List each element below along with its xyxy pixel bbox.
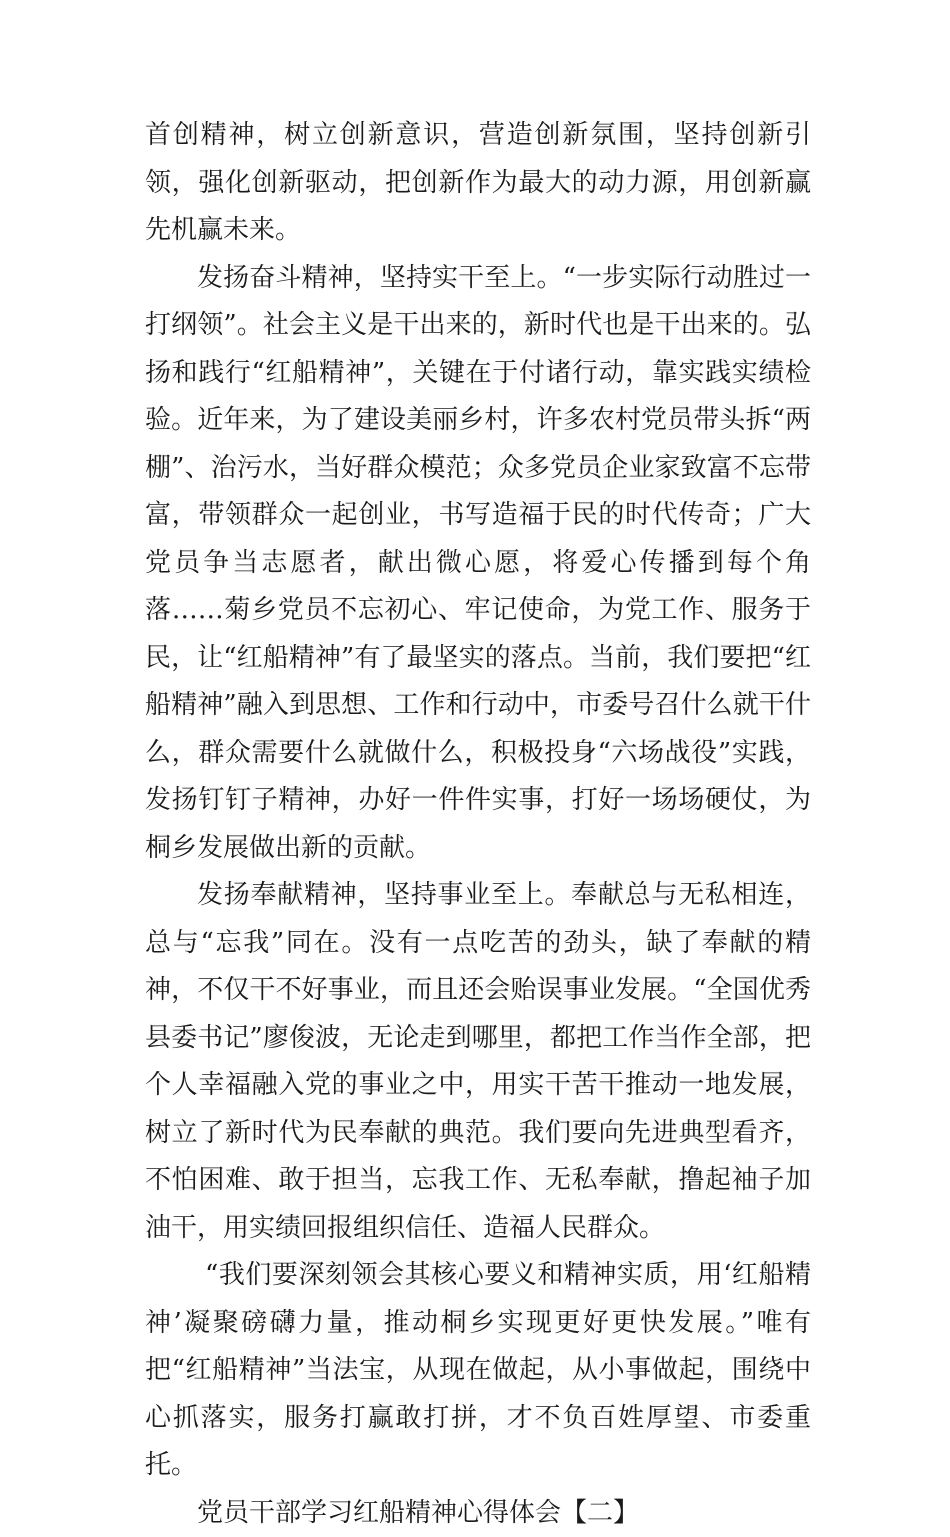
section-heading-part-two: 党员干部学习红船精神心得体会【二】 (145, 1490, 811, 1537)
paragraph-dedication-spirit: 发扬奉献精神，坚持事业至上。奉献总与无私相连，总与“忘我”同在。没有一点吃苦的劲头，缺了奉献的精神，不仅干不好事业，而且还会贻误事业发展。“全国优秀县委书记”廖俊波，无论走到哪里，都把工作当作全部，把个人幸福融入党的事业之中，用实干苦干推动一地发展，树立了新时代为民奉献的典范。我们要向先进典型看齐，不怕困难、敢于担当，忘我工作、无私奉献，撸起袖子加油干，用实绩回报组织信任、造福人民群众。 (145, 872, 811, 1252)
paragraph-conclusion-quote: “我们要深刻领会其核心要义和精神实质，用‘红船精神’凝聚磅礴力量，推动桐乡实现更好更快发展。”唯有把“红船精神”当法宝，从现在做起，从小事做起，围绕中心抓落实，服务打赢敢打拼，才不负百姓厚望、市委重托。 (145, 1252, 811, 1490)
paragraph-struggle-spirit: 发扬奋斗精神，坚持实干至上。“一步实际行动胜过一打纲领”。社会主义是干出来的，新时代也是干出来的。弘扬和践行“红船精神”，关键在于付诸行动，靠实践实绩检验。近年来，为了建设美丽乡村，许多农村党员带头拆“两棚”、治污水，当好群众模范；众多党员企业家致富不忘带富，带领群众一起创业，书写造福于民的时代传奇；广大党员争当志愿者，献出微心愿，将爱心传播到每个角落……菊乡党员不忘初心、牢记使命，为党工作、服务于民，让“红船精神”有了最坚实的落点。当前，我们要把“红船精神”融入到思想、工作和行动中，市委号召什么就干什么，群众需要什么就做什么，积极投身“六场战役”实践，发扬钉钉子精神，办好一件件实事，打好一场场硬仗，为桐乡发展做出新的贡献。 (145, 255, 811, 873)
document-body (145, 112, 811, 1537)
paragraph-innovation-continued: 首创精神，树立创新意识，营造创新氛围，坚持创新引领，强化创新驱动，把创新作为最大的动力源，用创新赢先机赢未来。 (145, 112, 811, 255)
